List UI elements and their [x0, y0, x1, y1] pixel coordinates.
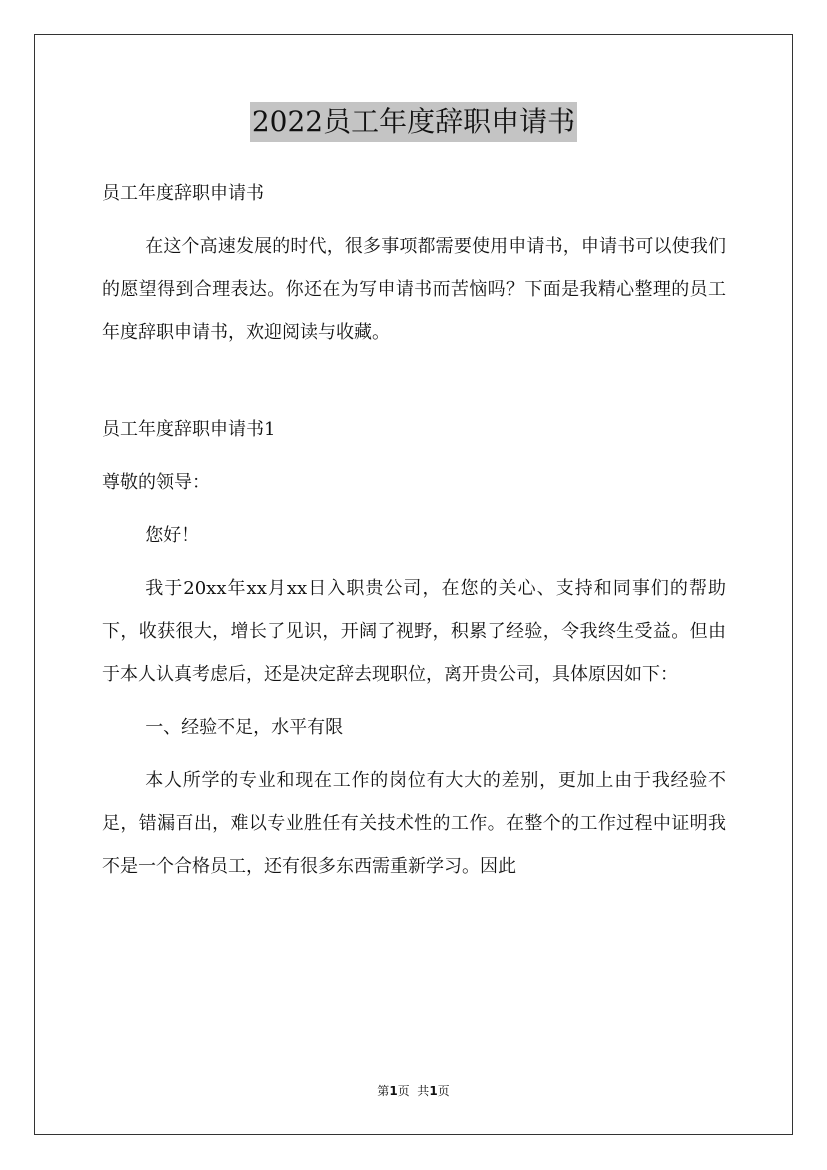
reason-1-heading: 一、经验不足，水平有限 — [145, 717, 344, 738]
salutation: 尊敬的领导： — [102, 472, 210, 493]
title-container — [0, 102, 827, 142]
page-current: 1 — [389, 1084, 398, 1098]
greeting: 您好！ — [145, 525, 200, 546]
page-suffix: 页 — [437, 1084, 450, 1098]
page-total: 1 — [429, 1084, 438, 1098]
page-footer — [0, 1083, 827, 1099]
section-heading: 员工年度辞职申请书1 — [102, 419, 276, 440]
document-title: 2022员工年度辞职申请书 — [250, 102, 577, 142]
section-spacer — [102, 364, 726, 408]
paragraph-2: 本人所学的专业和现在工作的岗位有大大的差别，更加上由于我经验不足，错漏百出，难以专业胜任有关技术性的工作。在整个的工作过程中证明我不是一个合格员工，还有很多东西需重新学习。因此 — [102, 770, 726, 877]
paragraph-1: 我于20xx年xx月xx日入职贵公司，在您的关心、支持和同事们的帮助下，收获很大，增长了见识，开阔了视野，积累了经验，令我终生受益。但由于本人认真考虑后，还是决定辞去现职位，离开贵公司，具体原因如下： — [102, 578, 726, 685]
intro-paragraph: 在这个高速发展的时代，很多事项都需要使用申请书，申请书可以使我们的愿望得到合理表达。你还在为写申请书而苦恼吗？下面是我精心整理的员工年度辞职申请书，欢迎阅读与收藏。 — [102, 236, 726, 343]
page-prefix: 第 — [377, 1084, 390, 1098]
document-subtitle: 员工年度辞职申请书 — [102, 183, 264, 204]
document-body — [102, 172, 726, 898]
page-mid: 页 共 — [397, 1084, 430, 1098]
